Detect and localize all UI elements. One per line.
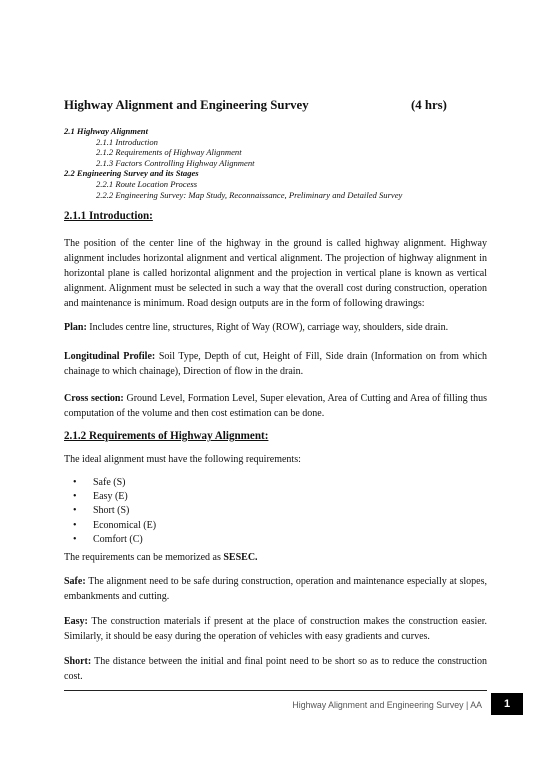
- list-item-text: Easy (E): [93, 491, 128, 503]
- requirements-list: [64, 476, 364, 547]
- cross-section-text: Ground Level, Formation Level, Super elevation, Area of Cutting and Area of filling thus computation of the volume and then cost estimation can be done.: [64, 393, 487, 420]
- bullet-icon: •: [73, 505, 77, 517]
- requirements-intro: The ideal alignment must have the following requirements:: [64, 454, 301, 465]
- chapter-duration: (4 hrs): [411, 98, 447, 112]
- chapter-title: Highway Alignment and Engineering Survey: [64, 98, 309, 112]
- footer-divider: [64, 690, 487, 691]
- list-item-text: Safe (S): [93, 477, 126, 488]
- plan-paragraph: [64, 320, 487, 335]
- toc-subsection: 2.2.1 Route Location Process: [96, 178, 198, 189]
- safe-paragraph: [64, 574, 487, 604]
- plan-label: Plan:: [64, 322, 87, 333]
- safe-label: Safe:: [64, 576, 86, 587]
- footer-text: Highway Alignment and Engineering Survey | AA: [292, 700, 482, 710]
- cross-section-label: Cross section:: [64, 393, 124, 404]
- bullet-icon: •: [73, 519, 77, 531]
- list-item: [64, 533, 364, 547]
- intro-paragraph: The position of the center line of the highway in the ground is called highway alignment. Highway alignment includes horizontal alignment and vertical alignment. The projection of highway alignment in horizontal plane is called horizontal alignment and the projection in vertical plane is known as vertical alignment. Alignment must be selected in such a way that the overall cost during construction, operation and maintenance is minimum. Road design outputs are in the form of following drawings:: [64, 238, 487, 310]
- short-label: Short:: [64, 656, 92, 667]
- memorize-text: The requirements can be memorized as: [64, 552, 224, 563]
- chapter-title-row: [64, 98, 487, 114]
- requirements-heading: 2.1.2 Requirements of Highway Alignment:: [64, 430, 269, 442]
- bullet-icon: •: [73, 477, 77, 488]
- table-of-contents: [64, 126, 504, 200]
- safe-text: The alignment need to be safe during construction, operation and maintenance especially at slopes, embankments and cutting.: [64, 576, 487, 603]
- memorize-acronym: SESEC.: [223, 552, 258, 563]
- bullet-icon: •: [73, 533, 77, 545]
- list-item: [64, 476, 364, 490]
- easy-label: Easy:: [64, 616, 88, 627]
- plan-text: Includes centre line, structures, Right of Way (ROW), carriage way, shoulders, side drain.: [86, 322, 449, 333]
- intro-heading: 2.1.1 Introduction:: [64, 210, 153, 222]
- toc-section: 2.1 Highway Alignment: [64, 126, 148, 136]
- toc-subsection: 2.2.2 Engineering Survey: Map Study, Reconnaissance, Preliminary and Detailed Survey: [96, 189, 403, 200]
- list-item: [64, 490, 364, 504]
- list-item: [64, 519, 364, 533]
- easy-paragraph: [64, 614, 487, 644]
- toc-subsection: 2.1.1 Introduction: [96, 136, 158, 147]
- longitudinal-profile-text: Soil Type, Depth of cut, Height of Fill, Side drain (Information on from which chainage to which chainage), Direction of flow in the drain.: [64, 351, 487, 378]
- list-item: [64, 504, 364, 518]
- list-item-text: Economical (E): [93, 519, 157, 531]
- cross-section-paragraph: [64, 391, 487, 421]
- list-item-text: Short (S): [93, 505, 130, 517]
- short-paragraph: [64, 654, 487, 684]
- easy-text: The construction materials if present at the place of construction makes the construction easier. Similarly, it should be easy during the operation of vehicles with easy gradients and curves.: [64, 616, 487, 643]
- list-item-text: Comfort (C): [93, 533, 143, 545]
- toc-subsection: 2.1.2 Requirements of Highway Alignment: [96, 147, 242, 158]
- toc-section: 2.2 Engineering Survey and its Stages: [64, 168, 199, 179]
- bullet-icon: •: [73, 491, 77, 503]
- page-number: 1: [491, 693, 523, 715]
- short-text: The distance between the initial and final point need to be short so as to reduce the construction cost.: [64, 656, 487, 683]
- longitudinal-profile-label: Longitudinal Profile:: [64, 351, 156, 362]
- toc-subsection: 2.1.3 Factors Controlling Highway Alignment: [96, 157, 255, 168]
- memorize-paragraph: [64, 550, 487, 565]
- longitudinal-profile-paragraph: [64, 349, 487, 379]
